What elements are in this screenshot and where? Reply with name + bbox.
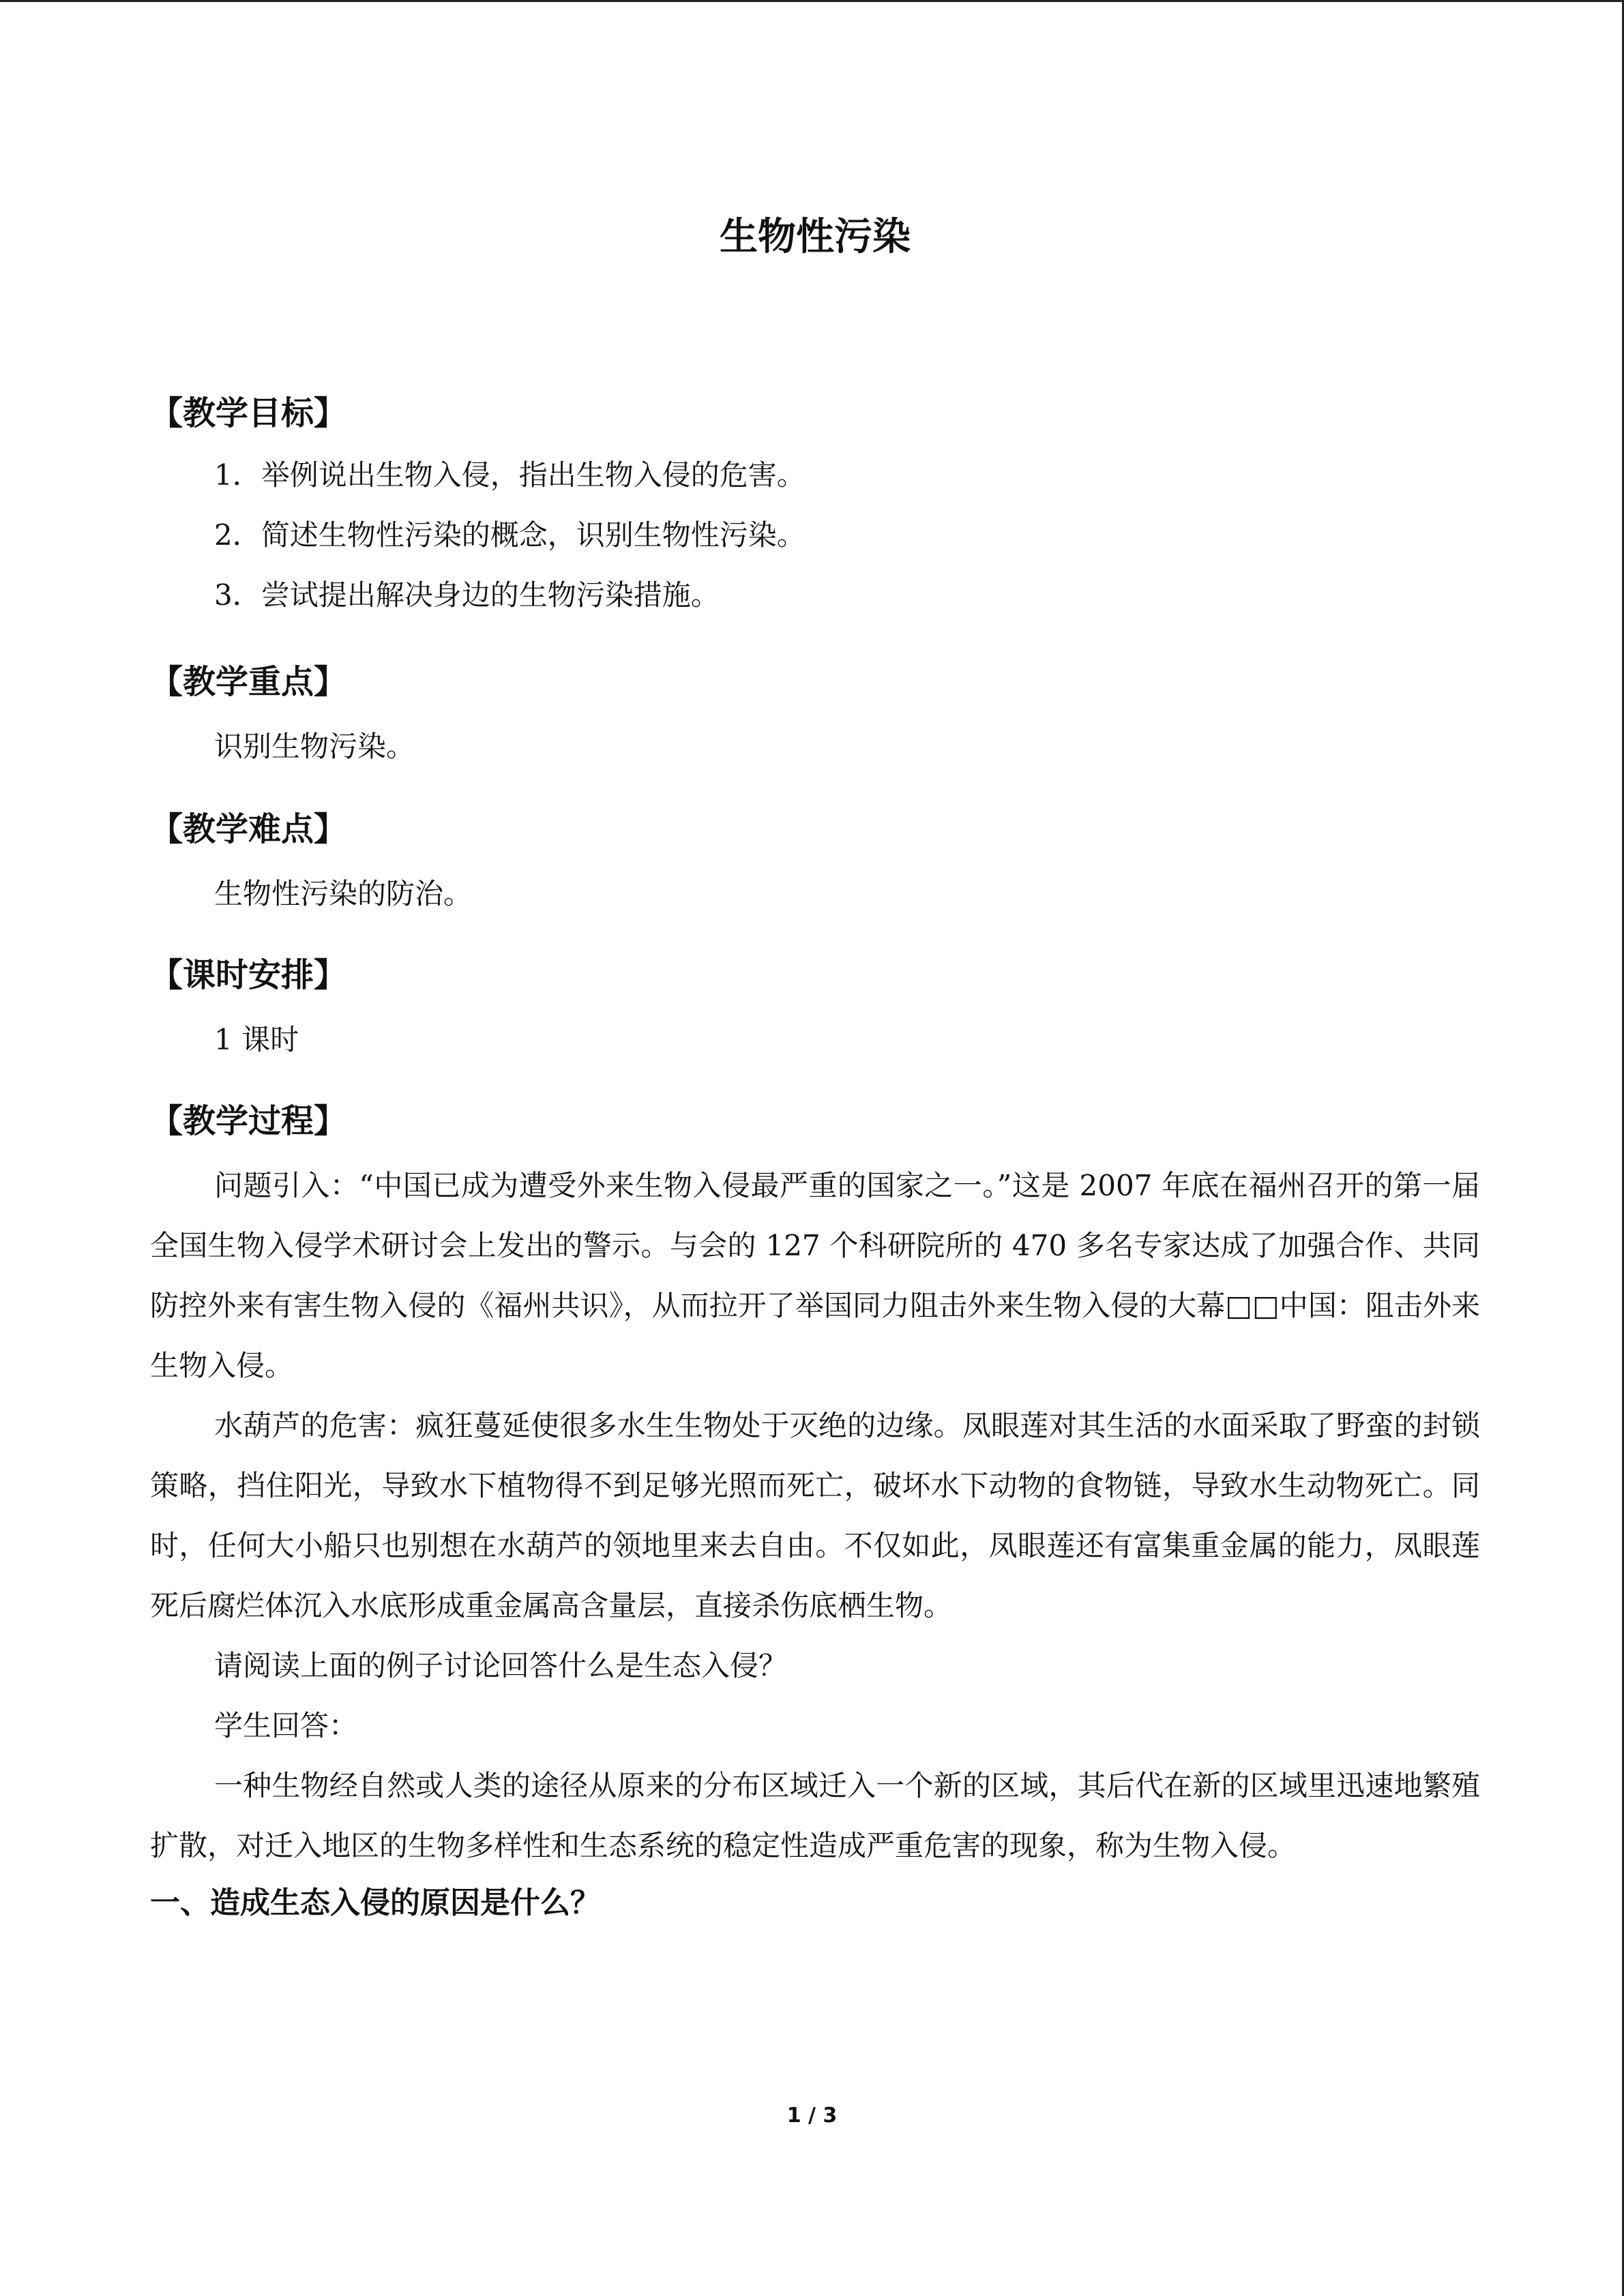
difficulties-text: 生物性污染的防治。: [214, 877, 473, 910]
page-number: 1 / 3: [786, 2104, 838, 2128]
process-heading: 【教学过程】: [150, 1102, 347, 1140]
difficulties-section: [150, 805, 1480, 924]
objective-item: 1．举例说出生物入侵，指出生物入侵的危害。: [214, 458, 806, 492]
process-paragraph: 问题引入：“中国已成为遭受外来生物入侵最严重的国家之一。”这是 2007 年底在福州召开的第一届全国生物入侵学术研讨会上发出的警示。与会的 127 个科研院所的 470 多名专家达成了加强合作、共同防控外来有害生物入侵的《福州共识》，从而拉开了举国同力阻击外来生物入侵的大幕□□中国：阻击外来生物入侵。: [150, 1169, 1480, 1382]
process-paragraph: 学生回答：: [214, 1709, 358, 1742]
process-section: [150, 1097, 1480, 1930]
objective-item: 3．尝试提出解决身边的生物污染措施。: [214, 578, 720, 612]
document-title: 生物性污染: [720, 215, 911, 259]
key-points-heading: 【教学重点】: [150, 663, 347, 701]
process-subheading: 一、造成生态入侵的原因是什么？: [150, 1885, 600, 1920]
process-paragraph: 请阅读上面的例子讨论回答什么是生态入侵？: [214, 1649, 788, 1682]
key-points-text: 识别生物污染。: [214, 730, 415, 763]
difficulties-heading: 【教学难点】: [150, 810, 347, 848]
schedule-section: [150, 951, 1480, 1070]
objectives-heading: 【教学目标】: [150, 394, 347, 432]
schedule-heading: 【课时安排】: [150, 956, 347, 994]
process-paragraph: 水葫芦的危害：疯狂蔓延使很多水生生物处于灭绝的边缘。凤眼莲对其生活的水面采取了野蛮的封锁策略，挡住阳光，导致水下植物得不到足够光照而死亡，破坏水下动物的食物链，导致水生动物死亡。同时，任何大小船只也别想在水葫芦的领地里来去自由。不仅如此，凤眼莲还有富集重金属的能力，凤眼莲死后腐烂体沉入水底形成重金属高含量层，直接杀伤底栖生物。: [150, 1409, 1480, 1622]
objectives-section: [150, 389, 1480, 625]
process-paragraph: 一种生物经自然或人类的途径从原来的分布区域迁入一个新的区域，其后代在新的区域里迅速地繁殖扩散，对迁入地区的生物多样性和生态系统的稳定性造成严重危害的现象，称为生物入侵。: [150, 1769, 1480, 1862]
key-points-section: [150, 658, 1480, 777]
schedule-text: 1 课时: [214, 1023, 299, 1056]
objective-item: 2．简述生物性污染的概念，识别生物性污染。: [214, 518, 806, 552]
